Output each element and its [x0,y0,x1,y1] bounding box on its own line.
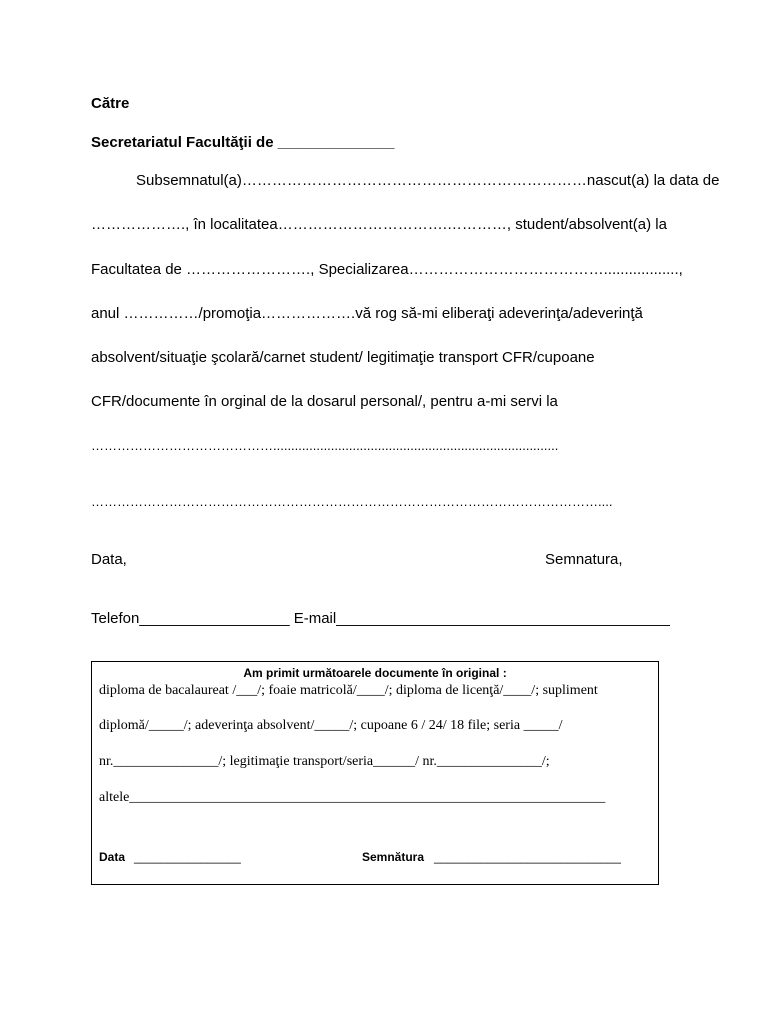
body-line-7: ……………………………………............................................................................... [91,438,559,453]
body-line-2: ………………., în localitatea…………………………….…………, student/absolvent(a) la [91,216,667,233]
signature-label: Semnatura, [545,551,623,568]
receipt-sign-label: Semnătura [362,850,425,864]
receipt-line-1: diploma de bacalaureat /___/; foaie matricolă/____/; diploma de licenţă/____/; supliment [99,683,598,698]
receipt-date-label: Data [99,850,126,864]
receipt-line-2: diplomă/_____/; adeverinţa absolvent/_____/; cupoane 6 / 24/ 18 file; seria _____/ [99,718,563,733]
recipient-secretariat: Secretariatul Facultăţii de ______________ [91,134,395,151]
body-line-3: Facultatea de ……………………., Specializarea………………………………….................., [91,261,683,278]
receipt-title: Am primit următoarele documente în original : [243,666,507,680]
receipt-line-4: altele____________________________________________________________________ [99,790,606,805]
receipt-sign-blank: ____________________________ [434,850,621,864]
body-line-1: Subsemnatul(a)……………………………………………………………nascut(a) la data de [136,172,720,189]
body-line-6: CFR/documente în orginal de la dosarul personal/, pentru a-mi servi la [91,393,558,410]
date-label: Data, [91,551,127,568]
contact-line: Telefon__________________ E-mail________________________________________ [91,610,670,627]
receipt-date-blank: ________________ [134,850,241,864]
body-line-5: absolvent/situaţie şcolară/carnet student/ legitimaţie transport CFR/cupoane [91,349,595,366]
body-line-4: anul ……………/promoţia……………….vă rog să-mi eliberaţi adeverinţa/adeverinţă [91,305,643,322]
body-line-8: ……………………………………………………………………………………………………….... [91,494,613,509]
recipient-to: Către [91,95,130,112]
receipt-box [91,661,659,885]
receipt-line-3: nr._______________/; legitimaţie transport/seria______/ nr._______________/; [99,754,550,769]
